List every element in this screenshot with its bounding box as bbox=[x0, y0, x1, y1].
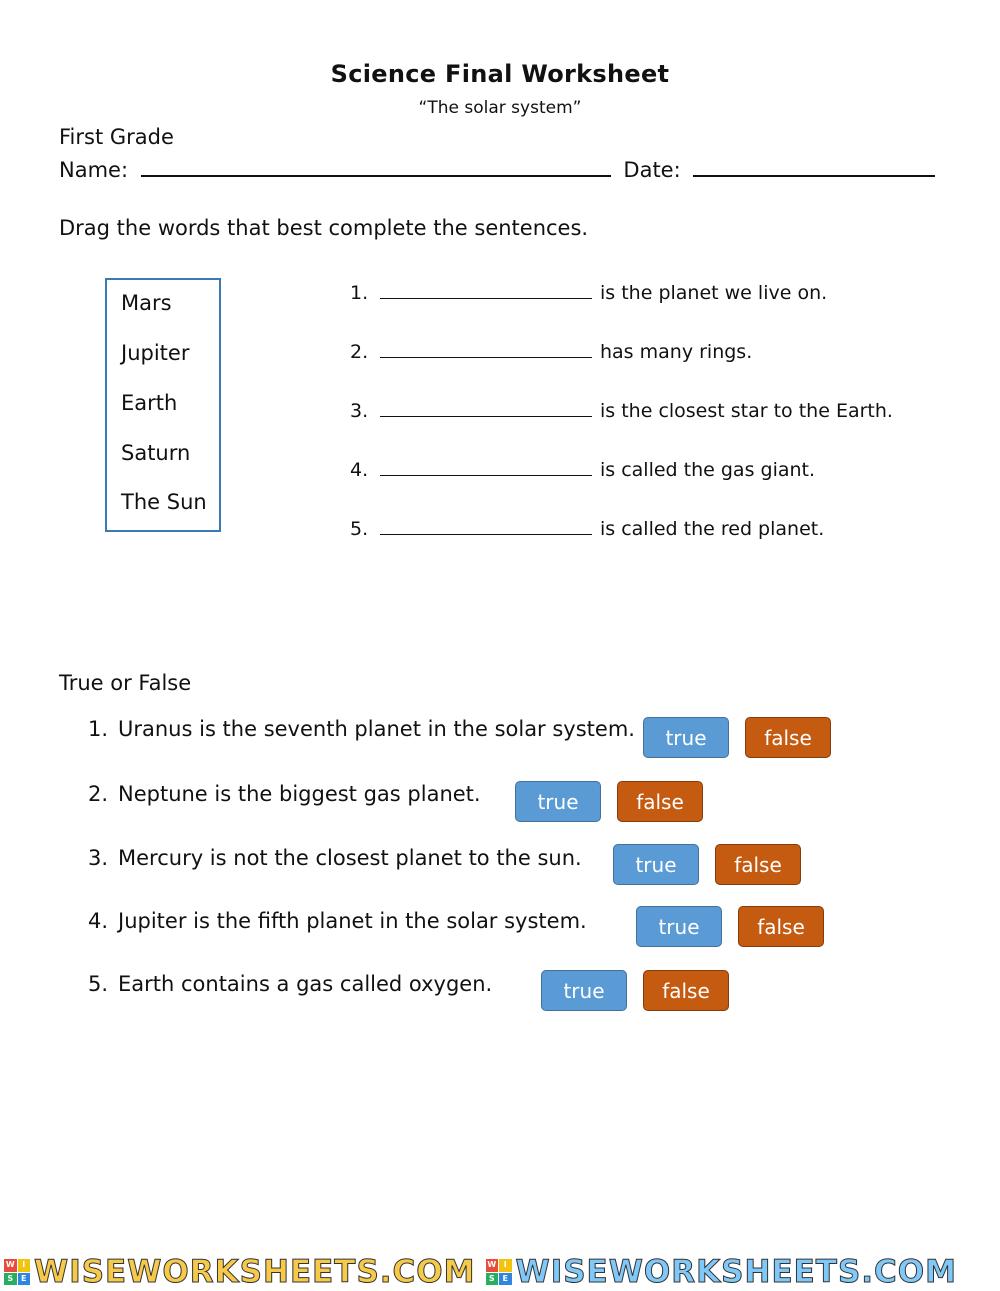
true-button-1[interactable]: true bbox=[643, 717, 729, 758]
tf-question-2 bbox=[88, 782, 481, 806]
sentence-3 bbox=[350, 400, 893, 422]
question-text: Earth contains a gas called oxygen. bbox=[118, 972, 493, 996]
sentence-number: 3. bbox=[350, 400, 369, 422]
sentence-5 bbox=[350, 518, 824, 540]
draggable-word-mars[interactable]: Mars bbox=[121, 291, 172, 315]
sentence-text: is the planet we live on. bbox=[600, 282, 828, 304]
drop-blank-1[interactable] bbox=[380, 284, 592, 299]
draggable-word-earth[interactable]: Earth bbox=[121, 391, 178, 415]
cube-letter: E bbox=[18, 1273, 31, 1286]
sentence-number: 4. bbox=[350, 459, 369, 481]
false-button-5[interactable]: false bbox=[643, 970, 729, 1011]
question-text: Uranus is the seventh planet in the solar system. bbox=[118, 717, 635, 741]
brand-text: WISEWORKSHEETS.COM bbox=[34, 1254, 476, 1290]
brand-cube-icon bbox=[486, 1259, 512, 1285]
draggable-word-jupiter[interactable]: Jupiter bbox=[121, 341, 190, 365]
sentence-1 bbox=[350, 282, 827, 304]
true-button-4[interactable]: true bbox=[636, 906, 722, 947]
sentence-2 bbox=[350, 341, 752, 363]
question-number: 4. bbox=[88, 909, 109, 933]
cube-letter: I bbox=[18, 1259, 31, 1272]
worksheet-subtitle: “The solar system” bbox=[418, 98, 582, 118]
true-false-heading: True or False bbox=[59, 671, 192, 695]
brand-text: WISEWORKSHEETS.COM bbox=[515, 1254, 957, 1290]
brand-cube-icon bbox=[4, 1259, 30, 1285]
question-text: Mercury is not the closest planet to the sun. bbox=[118, 846, 582, 870]
cube-letter: S bbox=[486, 1273, 499, 1286]
sentence-4 bbox=[350, 459, 815, 481]
worksheet-title: Science Final Worksheet bbox=[330, 60, 670, 88]
cube-letter: S bbox=[4, 1273, 17, 1286]
question-text: Jupiter is the fifth planet in the solar system. bbox=[118, 909, 587, 933]
drop-blank-4[interactable] bbox=[380, 461, 592, 476]
question-number: 2. bbox=[88, 782, 109, 806]
true-button-2[interactable]: true bbox=[515, 781, 601, 822]
sentence-text: is the closest star to the Earth. bbox=[600, 400, 893, 422]
true-button-3[interactable]: true bbox=[613, 844, 699, 885]
footer-logo-2 bbox=[486, 1254, 958, 1290]
false-button-1[interactable]: false bbox=[745, 717, 831, 758]
cube-letter: E bbox=[499, 1273, 512, 1286]
name-label: Name: bbox=[59, 158, 129, 182]
date-label: Date: bbox=[623, 158, 681, 182]
sentence-number: 1. bbox=[350, 282, 369, 304]
word-bank bbox=[105, 278, 221, 532]
drop-blank-5[interactable] bbox=[380, 520, 592, 535]
false-button-4[interactable]: false bbox=[738, 906, 824, 947]
question-text: Neptune is the biggest gas planet. bbox=[118, 782, 481, 806]
cube-letter: I bbox=[499, 1259, 512, 1272]
drag-instructions: Drag the words that best complete the sentences. bbox=[59, 216, 589, 240]
tf-question-4 bbox=[88, 909, 587, 933]
footer-brand-strip bbox=[0, 1253, 1000, 1291]
question-number: 3. bbox=[88, 846, 109, 870]
cube-letter: W bbox=[4, 1259, 17, 1272]
drop-blank-3[interactable] bbox=[380, 402, 592, 417]
date-field[interactable] bbox=[693, 157, 935, 177]
sentence-text: is called the gas giant. bbox=[600, 459, 816, 481]
draggable-word-saturn[interactable]: Saturn bbox=[121, 441, 191, 465]
draggable-word-the-sun[interactable]: The Sun bbox=[121, 490, 207, 514]
tf-question-1 bbox=[88, 717, 635, 741]
grade-label: First Grade bbox=[59, 125, 174, 149]
false-button-2[interactable]: false bbox=[617, 781, 703, 822]
true-button-5[interactable]: true bbox=[541, 970, 627, 1011]
sentence-text: has many rings. bbox=[600, 341, 753, 363]
cube-letter: W bbox=[486, 1259, 499, 1272]
drop-blank-2[interactable] bbox=[380, 343, 592, 358]
sentence-number: 5. bbox=[350, 518, 369, 540]
tf-question-3 bbox=[88, 846, 582, 870]
false-button-3[interactable]: false bbox=[715, 844, 801, 885]
question-number: 5. bbox=[88, 972, 109, 996]
name-field[interactable] bbox=[141, 157, 611, 177]
question-number: 1. bbox=[88, 717, 109, 741]
footer-logo-1 bbox=[4, 1254, 476, 1290]
name-date-row bbox=[59, 157, 935, 182]
tf-question-5 bbox=[88, 972, 492, 996]
sentence-text: is called the red planet. bbox=[600, 518, 825, 540]
sentence-number: 2. bbox=[350, 341, 369, 363]
